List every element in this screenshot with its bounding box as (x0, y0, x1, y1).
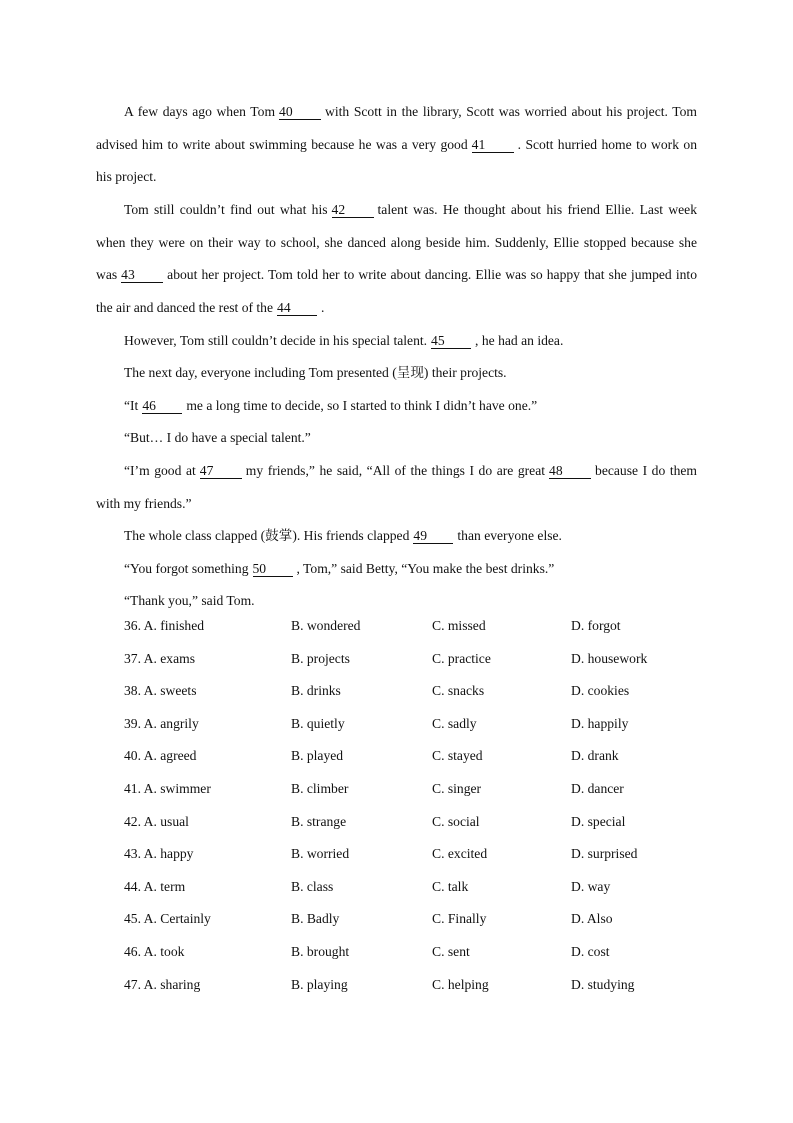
option-b: B. worried (291, 846, 350, 862)
option-d: D. way (571, 878, 611, 894)
option-d: D. drank (571, 748, 619, 764)
question-row-46 (124, 944, 684, 977)
option-c: C. talk (432, 878, 469, 894)
option-c: C. excited (432, 846, 488, 862)
question-row-41 (124, 781, 684, 814)
blank-50: 50 (253, 561, 293, 577)
paragraph-3 (96, 325, 697, 358)
option-c: C. practice (432, 650, 491, 666)
option-b: B. climber (291, 780, 349, 796)
option-b: B. brought (291, 943, 350, 959)
option-b: B. strange (291, 813, 347, 829)
option-c: C. social (432, 813, 480, 829)
option-b: B. drinks (291, 683, 341, 699)
option-c: C. helping (432, 976, 489, 992)
option-a: 40. A. agreed (124, 748, 197, 764)
text: , Tom,” said Betty, “You make the best drinks.” (296, 561, 555, 576)
text: “It (124, 398, 139, 413)
option-a: 38. A. sweets (124, 683, 197, 699)
option-c: C. missed (432, 618, 486, 633)
blank-46: 46 (142, 398, 182, 414)
option-c: C. sadly (432, 715, 477, 731)
question-row-44 (124, 879, 684, 912)
option-a: 37. A. exams (124, 650, 195, 666)
text: . Scott hurried home to work on his project. (96, 136, 697, 185)
option-b: B. class (291, 878, 334, 894)
text: about her project. Tom told her to write about dancing. Ellie was so happy that she jumped into the air and danced the rest of the (96, 267, 697, 316)
option-c: C. snacks (432, 683, 485, 699)
option-a: 42. A. usual (124, 813, 189, 829)
option-b: B. projects (291, 650, 350, 666)
question-row-40 (124, 748, 684, 781)
option-d: D. surprised (571, 846, 638, 862)
paragraph-7 (96, 455, 697, 520)
option-d: D. happily (571, 715, 629, 731)
option-c: C. sent (432, 943, 470, 959)
option-d: D. studying (571, 976, 635, 992)
text: my friends,” he said, “All of the things I do are great (245, 463, 546, 478)
text: Tom still couldn’t find out what his (124, 202, 328, 217)
question-row-43 (124, 846, 684, 879)
option-b: B. Badly (291, 911, 340, 927)
option-d: D. Also (571, 911, 613, 927)
option-d: D. forgot (571, 618, 621, 633)
answer-options (124, 618, 684, 1009)
question-row-42 (124, 814, 684, 847)
option-b: B. played (291, 748, 344, 764)
paragraph-10 (96, 585, 697, 618)
blank-45: 45 (431, 333, 471, 349)
text: The whole class clapped (鼓掌). His friends clapped (124, 528, 410, 543)
paragraph-9 (96, 553, 697, 586)
option-d: D. housework (571, 650, 648, 666)
option-c: C. singer (432, 780, 482, 796)
text: with Scott in the library, Scott was worried about his project. Tom advised him to write about swimming because he was a very good (96, 104, 698, 152)
blank-40: 40 (279, 104, 321, 120)
option-b: B. wondered (291, 618, 361, 633)
option-d: D. dancer (571, 780, 624, 796)
question-row-36 (124, 618, 684, 651)
option-d: D. special (571, 813, 626, 829)
option-d: D. cookies (571, 683, 630, 699)
text: A few days ago when Tom (124, 104, 276, 119)
question-row-38 (124, 683, 684, 716)
option-c: C. stayed (432, 748, 483, 764)
text: , he had an idea. (475, 333, 564, 348)
blank-42: 42 (332, 202, 374, 218)
text: However, Tom still couldn’t decide in his special talent. (124, 333, 428, 348)
text: The next day, everyone including Tom presented (呈现) their projects. (124, 365, 507, 380)
paragraph-5 (96, 390, 697, 423)
text: . (321, 300, 325, 316)
question-row-45 (124, 911, 684, 944)
text: talent was. He thought about his friend Ellie. Last week when they were on their way to school, she danced along beside him. Suddenly, Ellie stopped because she was (96, 202, 698, 283)
option-a: 39. A. angrily (124, 715, 199, 731)
paragraph-6 (96, 422, 697, 455)
option-a: 45. A. Certainly (124, 911, 211, 927)
blank-41: 41 (472, 137, 514, 153)
blank-49: 49 (413, 528, 453, 544)
option-a: 36. A. finished (124, 618, 205, 633)
question-row-39 (124, 716, 684, 749)
text: “But… I do have a special talent.” (124, 430, 311, 445)
paragraph-1 (96, 96, 697, 194)
text: “You forgot something (124, 561, 249, 576)
text: “I’m good at (124, 463, 196, 478)
option-d: D. cost (571, 943, 610, 959)
blank-44: 44 (277, 300, 317, 316)
option-b: B. playing (291, 976, 348, 992)
paragraph-8 (96, 520, 697, 553)
option-c: C. Finally (432, 911, 487, 927)
option-a: 47. A. sharing (124, 976, 201, 992)
paragraph-4 (96, 357, 697, 390)
text: “Thank you,” said Tom. (124, 593, 255, 608)
blank-47: 47 (200, 463, 242, 479)
option-a: 46. A. took (124, 943, 185, 959)
blank-48: 48 (549, 463, 591, 479)
question-row-47 (124, 977, 684, 1010)
option-a: 41. A. swimmer (124, 780, 211, 796)
option-a: 43. A. happy (124, 846, 194, 862)
question-row-37 (124, 651, 684, 684)
text: because I do them with my friends.” (96, 463, 697, 511)
blank-43: 43 (121, 267, 163, 283)
paragraph-2 (96, 194, 697, 325)
option-a: 44. A. term (124, 878, 186, 894)
option-b: B. quietly (291, 715, 345, 731)
text: than everyone else. (457, 528, 562, 543)
text: me a long time to decide, so I started to think I didn’t have one.” (186, 398, 538, 413)
